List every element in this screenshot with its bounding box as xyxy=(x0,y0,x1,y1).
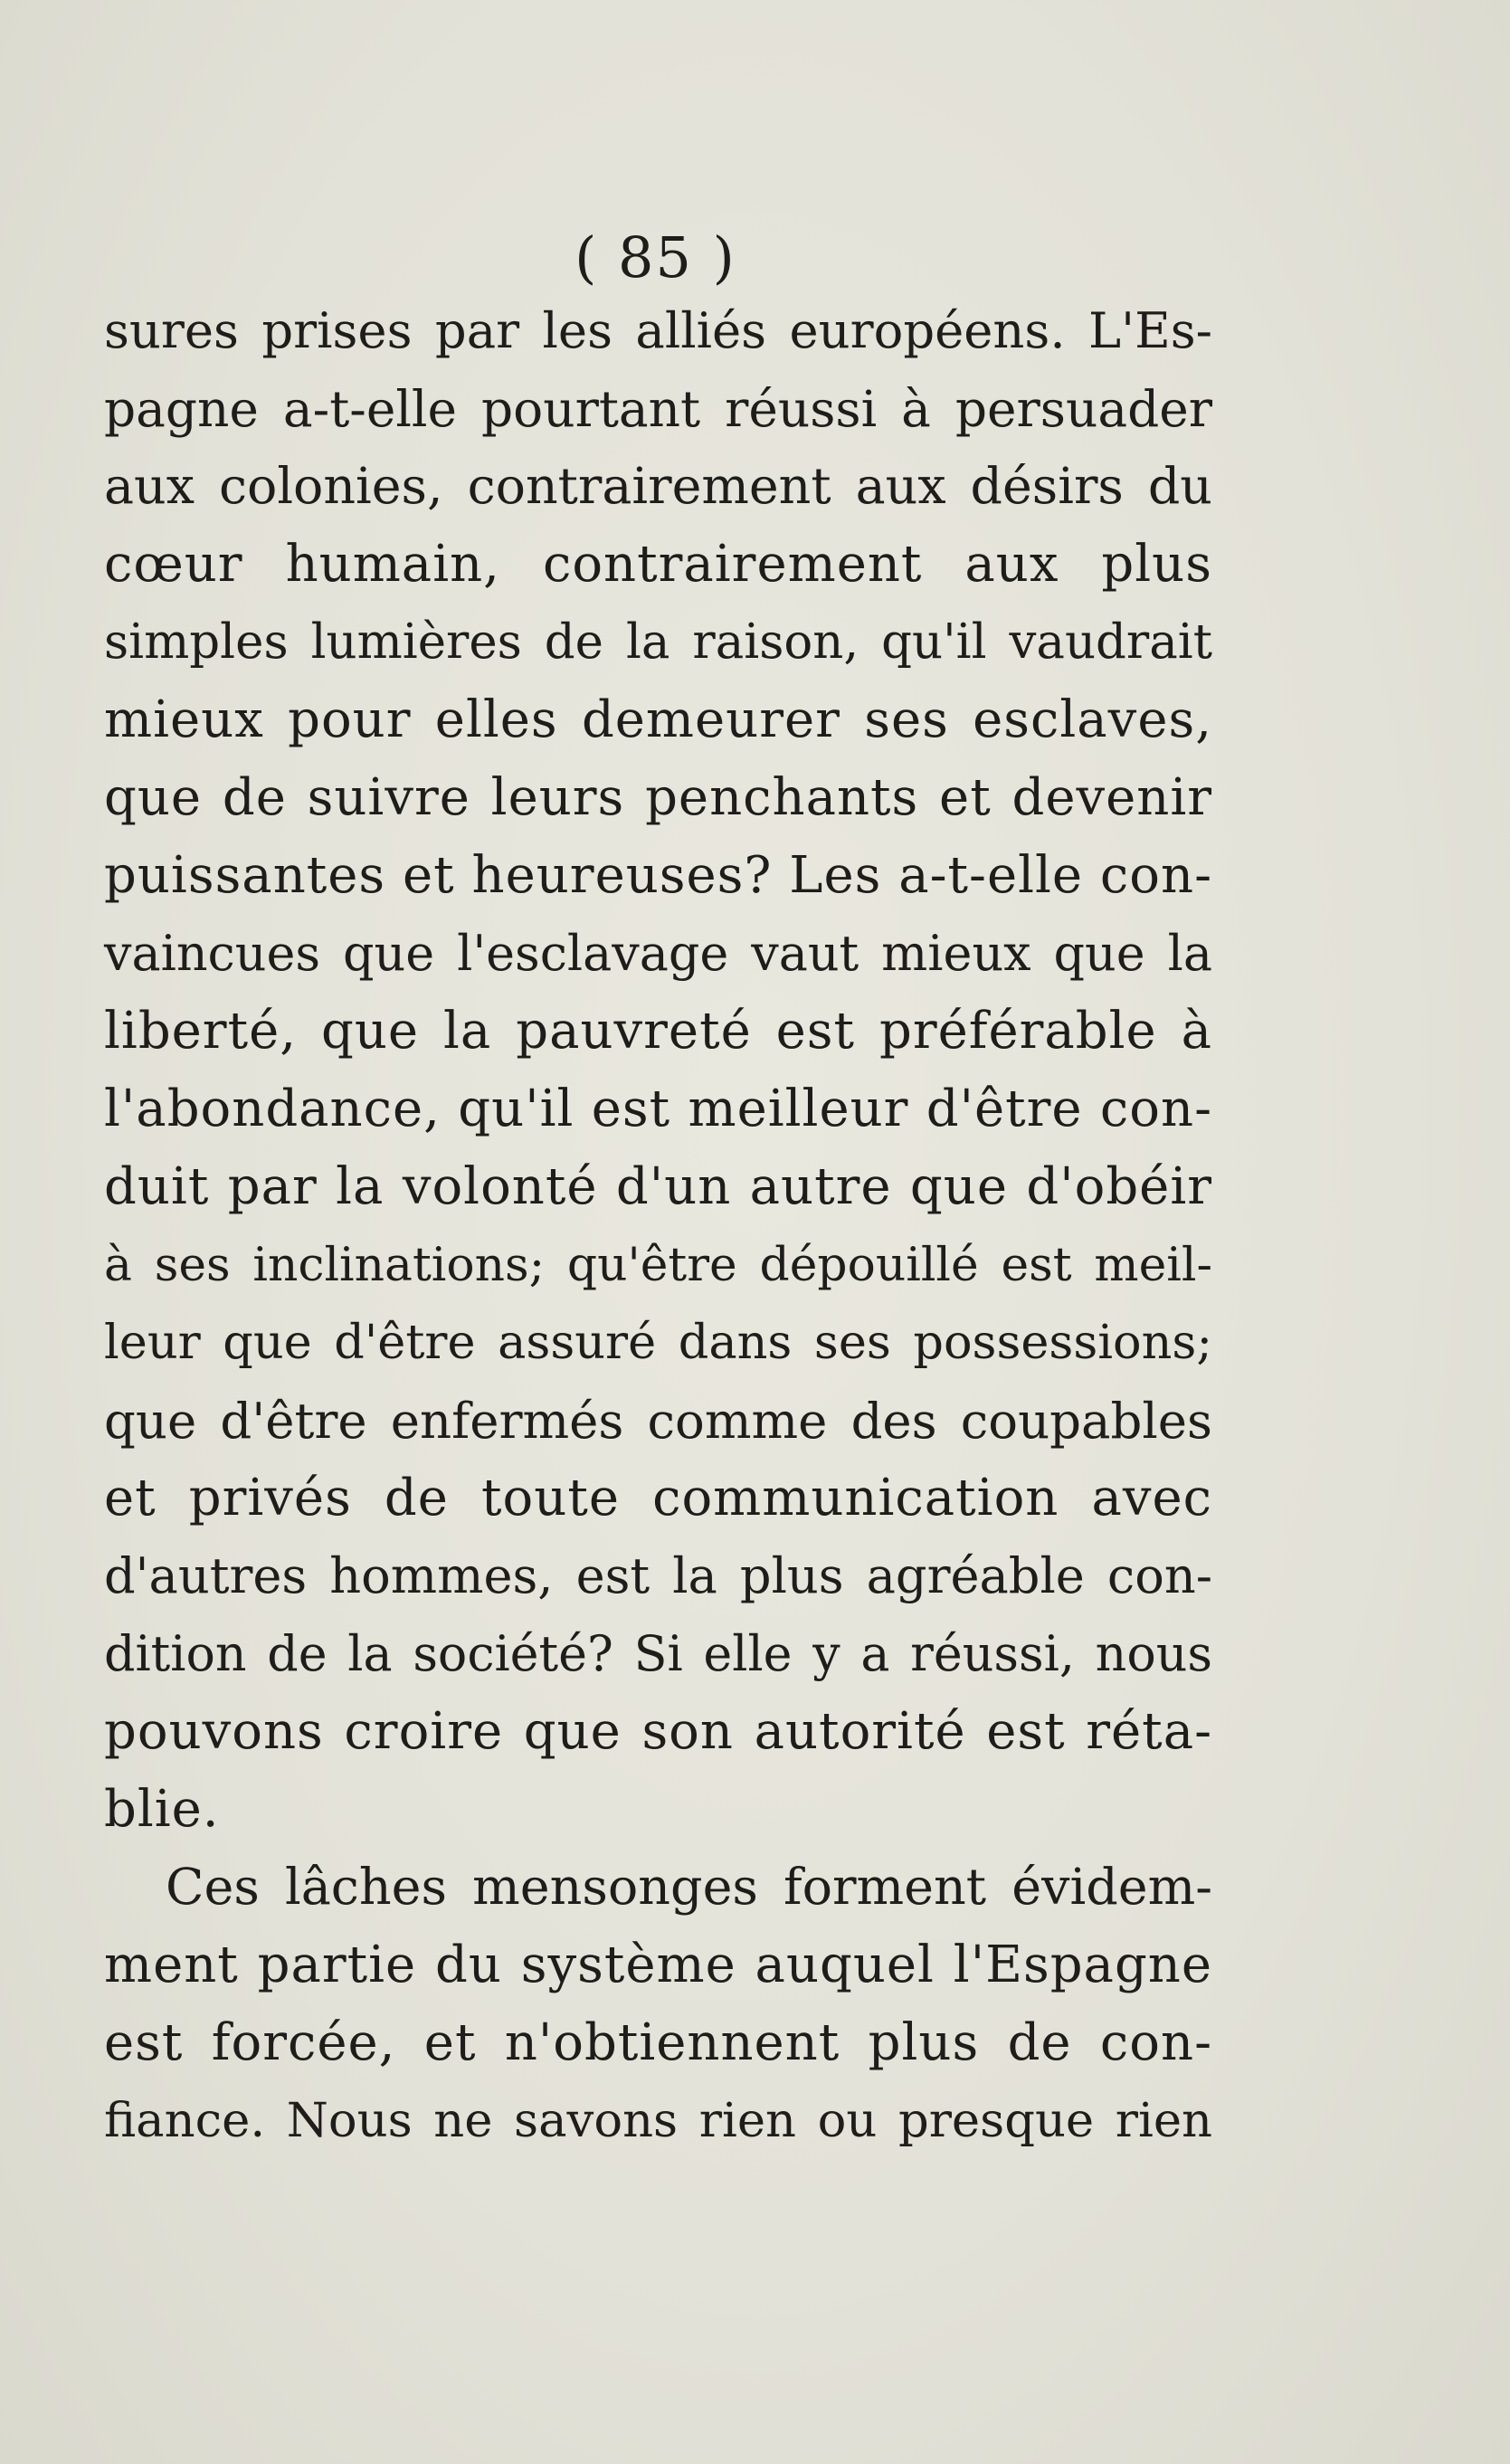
page-number: ( 85 ) xyxy=(575,224,736,290)
body-text xyxy=(104,292,1212,2160)
text-line: mieux pour elles demeurer ses esclaves, xyxy=(104,690,1212,749)
text-line: d'autres hommes, est la plus agréable con- xyxy=(104,1547,1212,1604)
text-line: est forcée, et n'obtiennent plus de con- xyxy=(104,2013,1212,2072)
text-line: duit par la volonté d'un autre que d'obéir xyxy=(104,1157,1212,1216)
text-line: fiance. Nous ne savons rien ou presque rien xyxy=(104,2093,1212,2148)
text-line: simples lumières de la raison, qu'il vaudrait xyxy=(104,614,1212,670)
text-line: que de suivre leurs penchants et devenir xyxy=(104,768,1212,827)
text-line: l'abondance, qu'il est meilleur d'être con- xyxy=(104,1080,1212,1138)
text-line: aux colonies, contrairement aux désirs du xyxy=(104,458,1212,516)
text-line: ment partie du système auquel l'Espagne xyxy=(104,1936,1212,1994)
text-line: et privés de toute communication avec xyxy=(104,1469,1212,1527)
text-line: sures prises par les alliés européens. L'Es- xyxy=(104,302,1212,359)
text-line: dition de la société? Si elle y a réussi, nous xyxy=(104,1625,1212,1682)
text-line: liberté, que la pauvreté est préférable à xyxy=(104,1002,1212,1061)
text-line: puissantes et heureuses? Les a-t-elle con- xyxy=(104,846,1212,905)
paragraph-start-line: Ces lâches mensonges forment évidem- xyxy=(166,1858,1212,1917)
text-line: vaincues que l'esclavage vaut mieux que la xyxy=(104,925,1212,982)
text-line: leur que d'être assuré dans ses possessions; xyxy=(104,1315,1212,1370)
text-line: que d'être enfermés comme des coupables xyxy=(104,1392,1212,1450)
text-line: blie. xyxy=(104,1780,220,1839)
text-line: pagne a-t-elle pourtant réussi à persuader xyxy=(104,380,1212,438)
text-line: cœur humain, contrairement aux plus xyxy=(104,535,1212,594)
text-line: à ses inclinations; qu'être dépouillé est meil- xyxy=(104,1238,1212,1292)
text-line: pouvons croire que son autorité est réta- xyxy=(104,1702,1212,1761)
